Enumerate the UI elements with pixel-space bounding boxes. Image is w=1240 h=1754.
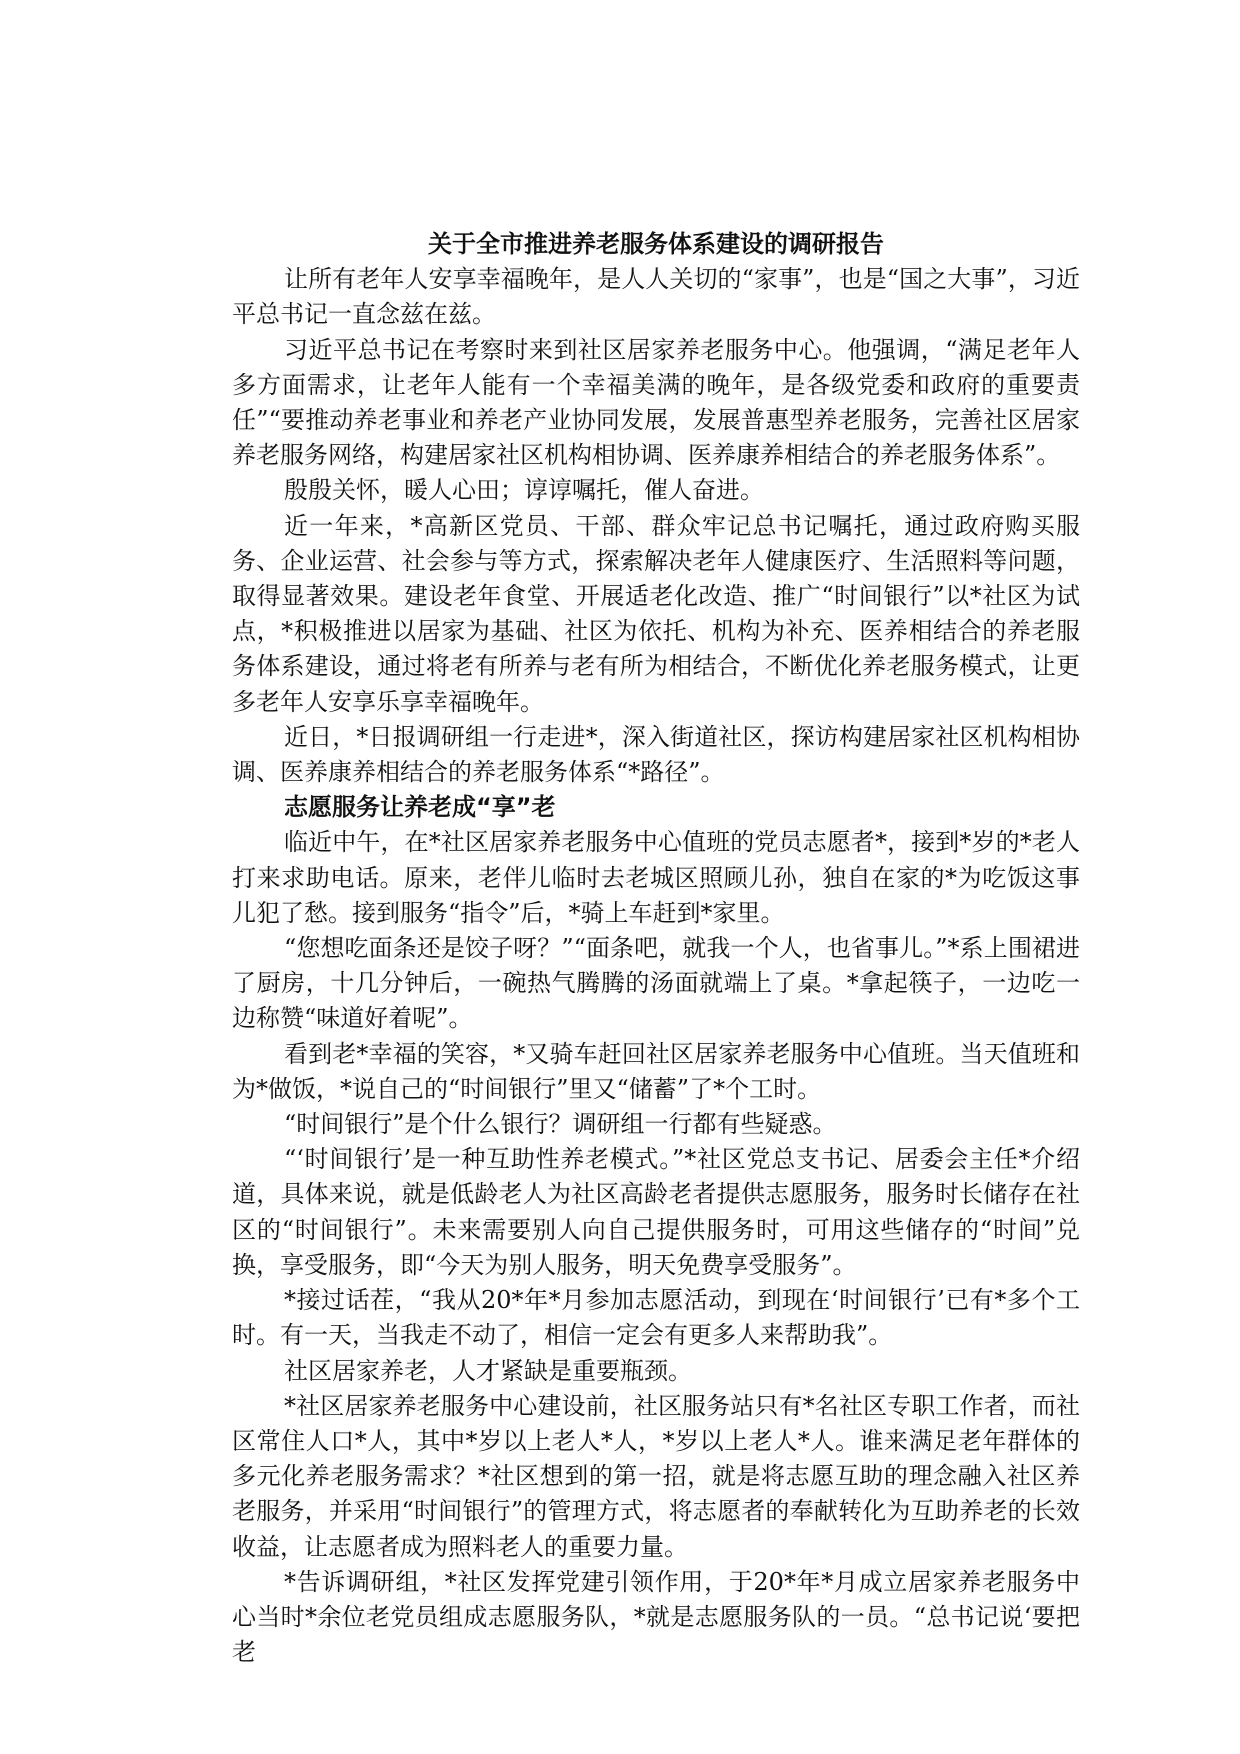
document-body xyxy=(232,227,1080,1670)
paragraph: *接过话茬，“我从20*年*月参加志愿活动，到现在‘时间银行’已有*多个工时。有一天，当我走不动了，相信一定会有更多人来帮助我”。 xyxy=(232,1286,1080,1350)
paragraph: “‘时间银行’是一种互助性养老模式。”*社区党总支书记、居委会主任*介绍道，具体来说，就是低龄老人为社区高龄老者提供志愿服务，服务时长储存在社区的“时间银行”。未来需要别人向自己提供服务时，可用这些储存的“时间”兑换，享受服务，即“今天为别人服务，明天免费享受服务”。 xyxy=(232,1145,1080,1279)
paragraph: 看到老*幸福的笑容，*又骑车赶回社区居家养老服务中心值班。当天值班和为*做饭，*说自己的“时间银行”里又“储蓄”了*个工时。 xyxy=(232,1039,1080,1103)
paragraph-list xyxy=(232,262,1080,1670)
paragraph: 让所有老年人安享幸福晚年，是人人关切的“家事”，也是“国之大事”，习近平总书记一直念兹在兹。 xyxy=(232,265,1080,329)
paragraph: “时间银行”是个什么银行？调研组一行都有些疑惑。 xyxy=(284,1110,837,1139)
paragraph: *告诉调研组，*社区发挥党建引领作用，于20*年*月成立居家养老服务中心当时*余位老党员组成志愿服务队，*就是志愿服务队的一员。“总书记说‘要把老 xyxy=(232,1567,1080,1667)
paragraph: 临近中午，在*社区居家养老服务中心值班的党员志愿者*，接到*岁的*老人打来求助电话。原来，老伴儿临时去老城区照顾儿孙，独自在家的*为吃饭这事儿犯了愁。接到服务“指令”后，*骑上车赶到*家里。 xyxy=(232,828,1080,927)
paragraph: 殷殷关怀，暖人心田；谆谆嘱托，催人奋进。 xyxy=(284,476,764,505)
document-title: 关于全市推进养老服务体系建设的调研报告 xyxy=(428,230,884,258)
paragraph: 近一年来，*高新区党员、干部、群众牢记总书记嘱托，通过政府购买服务、企业运营、社会参与等方式，探索解决老年人健康医疗、生活照料等问题，取得显著效果。建设老年食堂、开展适老化改造、推广“时间银行”以*社区为试点，*积极推进以居家为基础、社区为依托、机构为补充、医养相结合的养老服务体系建设，通过将老有所养与老有所为相结合，不断优化养老服务模式，让更多老年人安享乐享幸福晚年。 xyxy=(232,511,1080,716)
paragraph: *社区居家养老服务中心建设前，社区服务站只有*名社区专职工作者，而社区常住人口*人，其中*岁以上老人*人，*岁以上老人*人。谁来满足老年群体的多元化养老服务需求？*社区想到的第一招，就是将志愿互助的理念融入社区养老服务，并采用“时间银行”的管理方式，将志愿者的奉献转化为互助养老的长效收益，让志愿者成为照料老人的重要力量。 xyxy=(232,1391,1080,1561)
paragraph: 习近平总书记在考察时来到社区居家养老服务中心。他强调，“满足老年人多方面需求，让老年人能有一个幸福美满的晚年，是各级党委和政府的重要责任”“要推动养老事业和养老产业协同发展，发展普惠型养老服务，完善社区居家养老服务网络，构建居家社区机构相协调、医养康养相结合的养老服务体系”。 xyxy=(232,335,1080,470)
paragraph: 社区居家养老，人才紧缺是重要瓶颈。 xyxy=(284,1356,692,1385)
paragraph: 近日，*日报调研组一行走进*，深入街道社区，探访构建居家社区机构相协调、医养康养相结合的养老服务体系“*路径”。 xyxy=(232,722,1080,787)
section-heading: 志愿服务让养老成“享”老 xyxy=(284,793,556,822)
paragraph: “您想吃面条还是饺子呀？”“面条吧，就我一个人，也省事儿。”*系上围裙进了厨房，十几分钟后，一碗热气腾腾的汤面就端上了桌。*拿起筷子，一边吃一边称赞“味道好着呢”。 xyxy=(232,934,1080,1033)
